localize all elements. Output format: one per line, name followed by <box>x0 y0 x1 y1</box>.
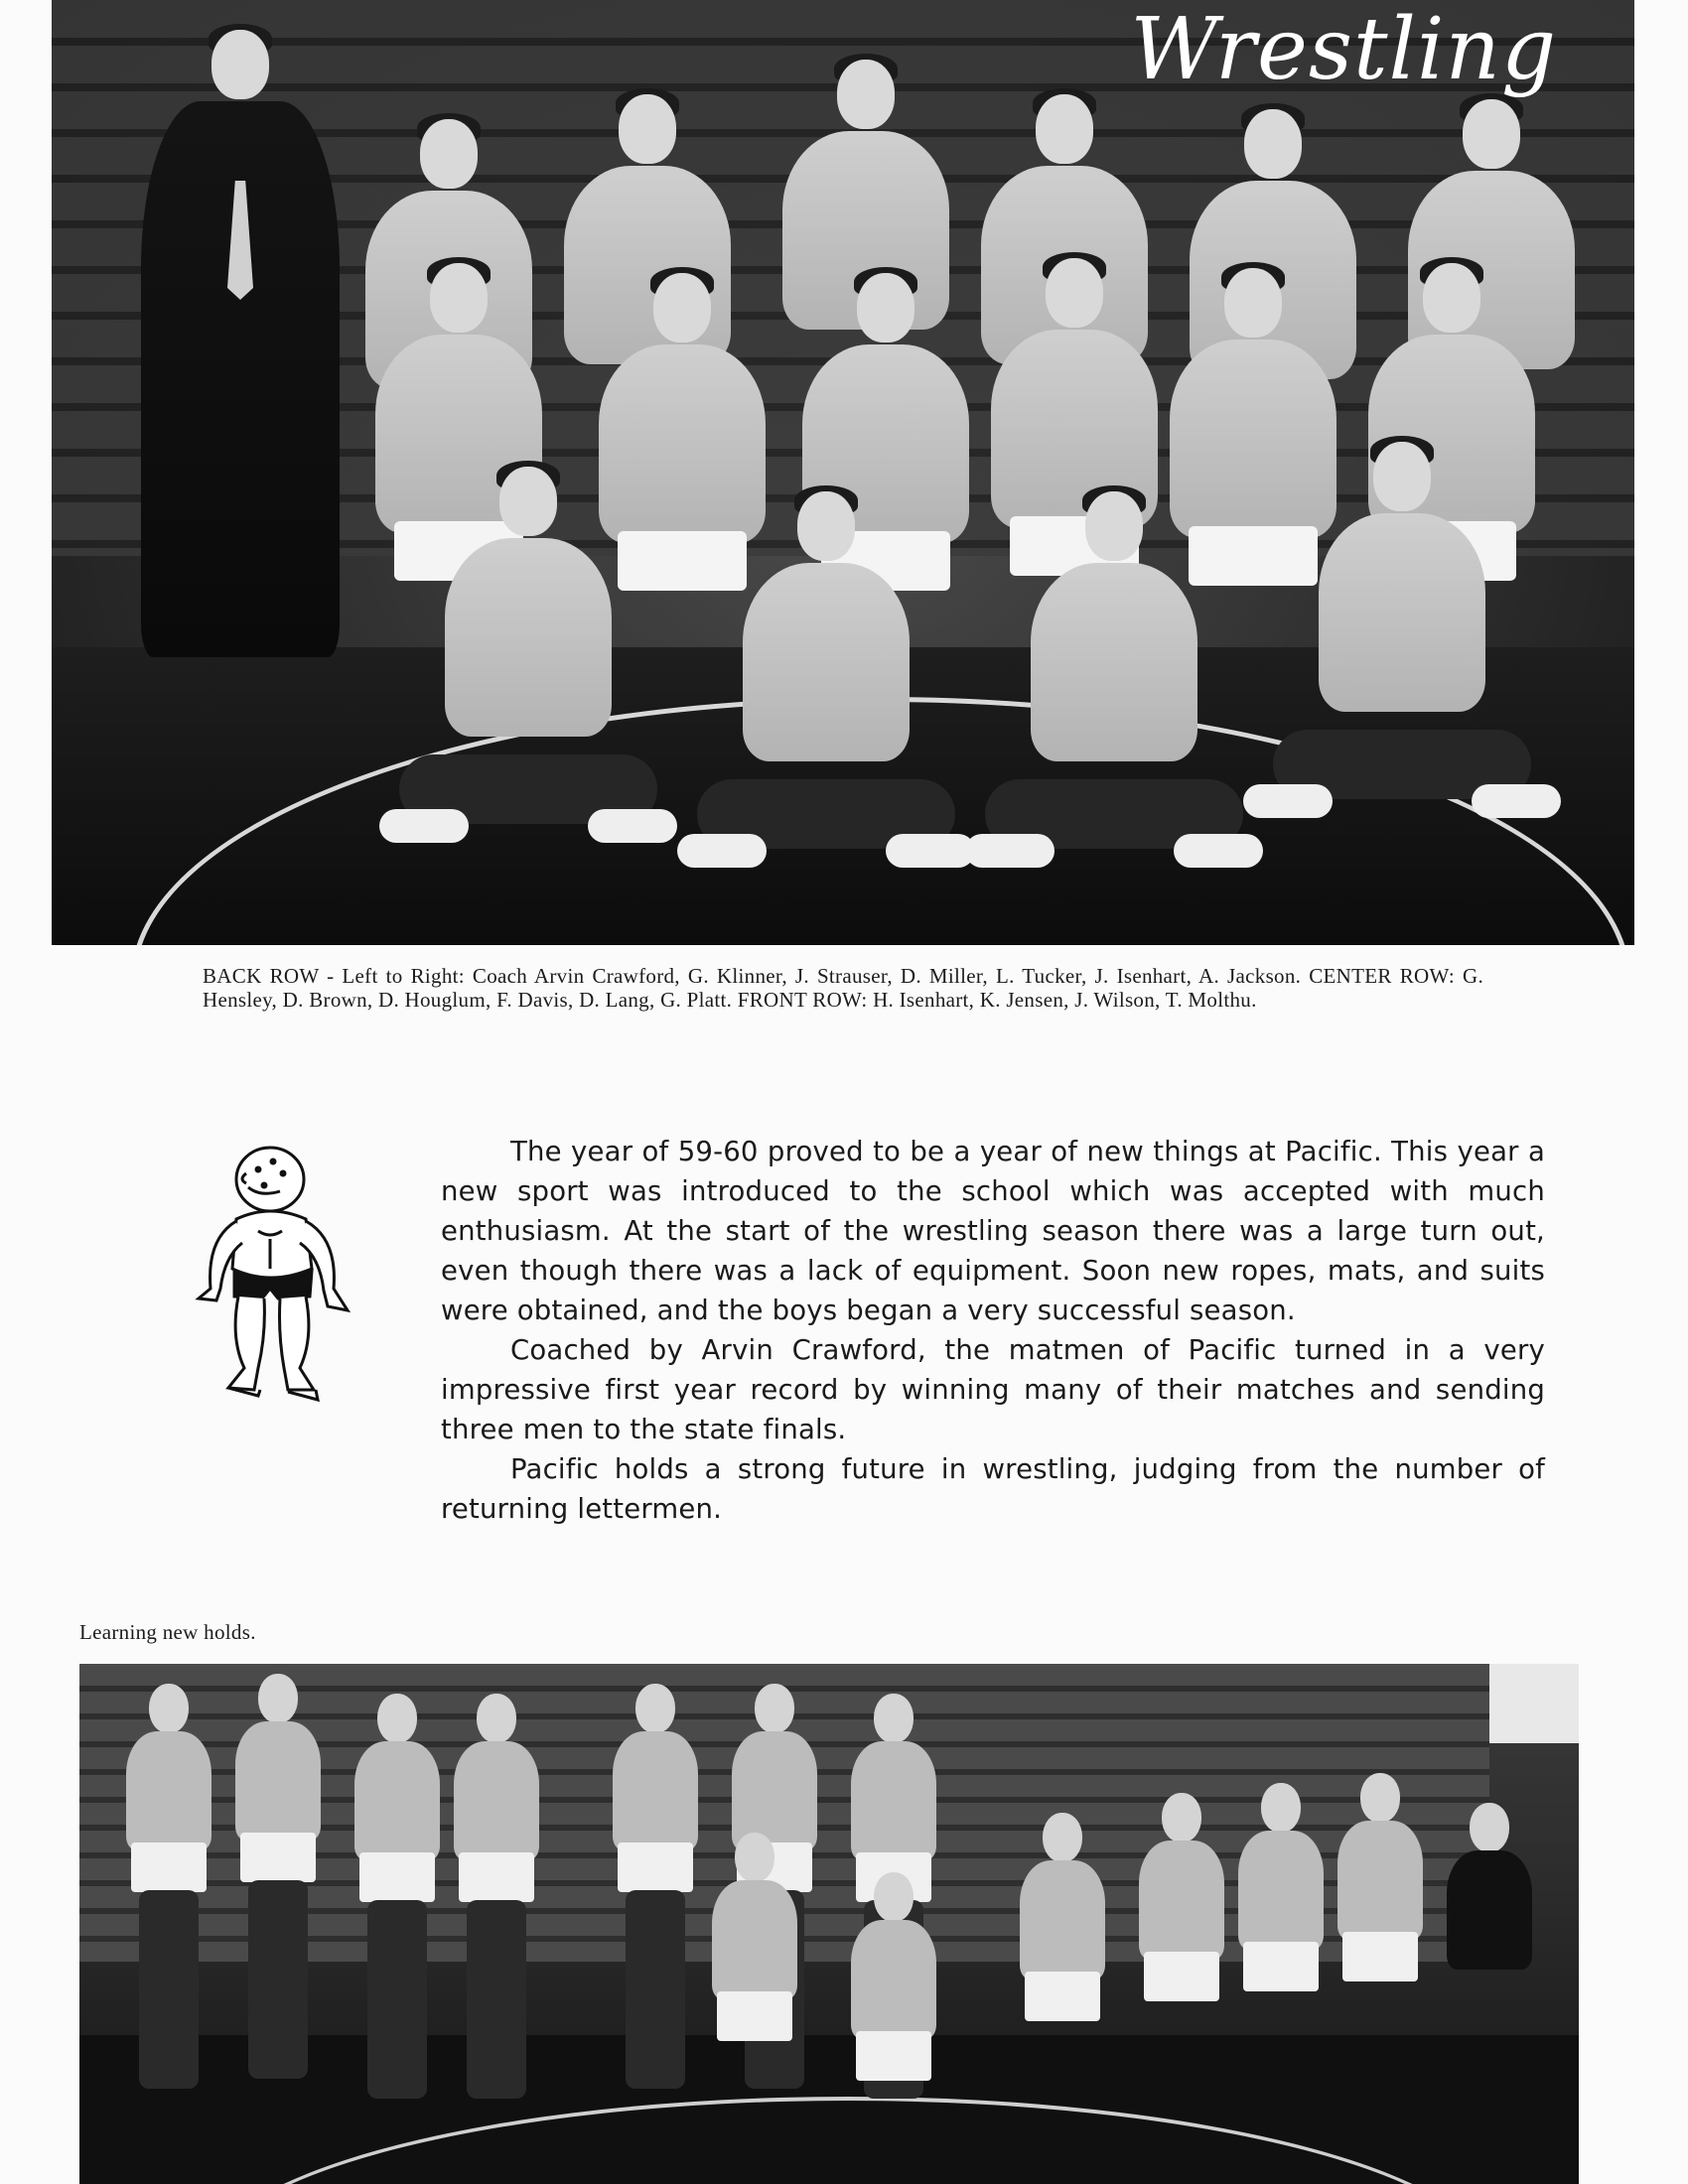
article-body <box>441 1132 1545 1529</box>
team-photo-caption: BACK ROW - Left to Right: Coach Arvin Crawford, G. Klinner, J. Strauser, D. Miller, L. Tucker, J. Isenhart, A. Jackson. CENTER ROW: G. Hensley, D. Brown, D. Houglum, F. Davis, D. Lang, G. Platt. FRONT ROW: H. Isenhart, K. Jensen, J. Wilson, T. Molthu. <box>203 964 1483 1012</box>
kneeling-wrestler <box>1013 1813 1112 2184</box>
standing-wrestler <box>447 1694 546 2111</box>
front-row-wrestler <box>1243 442 1561 859</box>
front-row-wrestler <box>965 491 1263 888</box>
page-title: Wrestling <box>1130 0 1557 99</box>
standing-wrestler <box>606 1684 705 2101</box>
article-paragraph: The year of 59-60 proved to be a year of new things at Pacific. This year a new sport was introduced to the school which was accepted with much enthusiasm. At the start of the wrestling season there was a large turn out, even though there was a lack of equipment. Soon new ropes, mats, and suits were obtained, and the boys began a very successful season. <box>441 1136 1545 1326</box>
coach-figure <box>121 30 359 725</box>
team-photo <box>52 0 1634 945</box>
grappling-wrestler <box>834 1872 953 2184</box>
article-paragraph: Pacific holds a strong future in wrestling, judging from the number of returning lettermen. <box>441 1453 1545 1525</box>
wrestler-mascot-icon <box>189 1140 357 1418</box>
kneeling-wrestler <box>1132 1793 1231 2170</box>
standing-wrestler <box>348 1694 447 2111</box>
kneeling-wrestler <box>1331 1773 1430 2150</box>
article-paragraph: Coached by Arvin Crawford, the matmen of Pacific turned in a very impressive first year record by winning many of their matches and sending three men to the state finals. <box>441 1334 1545 1445</box>
coach-figure <box>1430 1803 1549 2180</box>
standing-wrestler <box>119 1684 218 2101</box>
kneeling-wrestler <box>1231 1783 1331 2160</box>
practice-photo <box>79 1664 1579 2184</box>
gym-window <box>1489 1664 1579 1743</box>
front-row-wrestler <box>379 467 677 864</box>
front-row-wrestler <box>677 491 975 888</box>
grappling-wrestler <box>695 1833 814 2184</box>
standing-wrestler <box>228 1674 328 2091</box>
practice-photo-caption: Learning new holds. <box>79 1620 256 1644</box>
